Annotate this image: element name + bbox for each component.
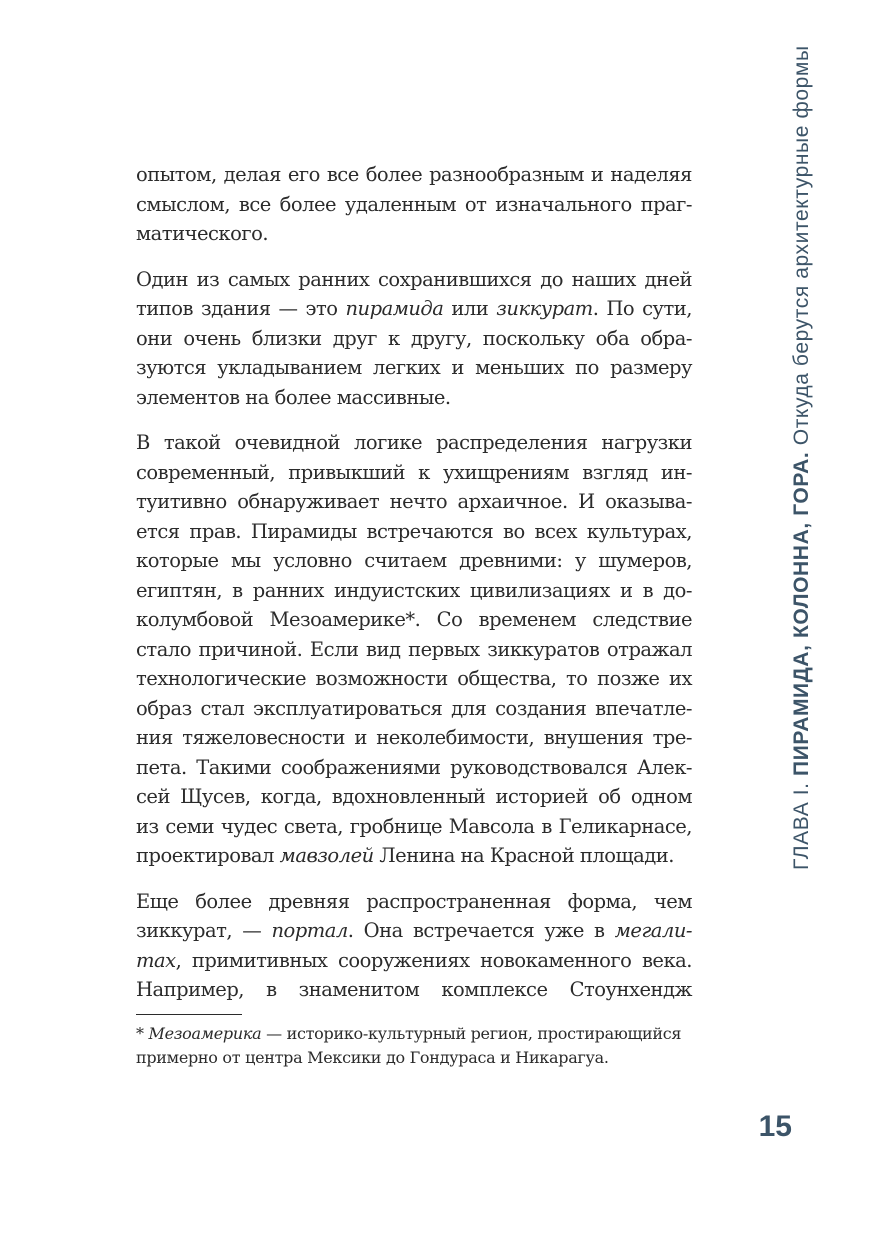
text-line: из семи чудес света, гробнице Мавсола в Геликарнасе, bbox=[136, 814, 692, 838]
footnote-divider bbox=[136, 1014, 242, 1015]
text-segment: . По сути, bbox=[592, 297, 693, 320]
text-line: матического. bbox=[136, 222, 269, 245]
footnote bbox=[136, 1022, 696, 1070]
text-line: зуются укладыванием легких и меньших по размеру bbox=[136, 356, 692, 379]
term-megalith: мегали- bbox=[614, 919, 692, 942]
text-line: опытом, делая его все более разнообразным и наделяя bbox=[136, 163, 692, 186]
text-line: египтян, в ранних индуистских цивилизациях и в до- bbox=[136, 578, 692, 602]
text-segment: Ленина на Красной площади. bbox=[373, 844, 674, 867]
footnote-marker: * bbox=[136, 1024, 149, 1043]
page-number: 15 bbox=[758, 1110, 792, 1143]
main-text bbox=[136, 160, 692, 1021]
text-line: они очень близки друг к другу, поскольку оба обра- bbox=[136, 326, 692, 350]
paragraph-4 bbox=[136, 887, 692, 1005]
text-line: ния тяжеловесности и неколебимости, внушения тре- bbox=[136, 726, 692, 749]
text-line bbox=[136, 946, 692, 976]
paragraph-1 bbox=[136, 160, 692, 249]
text-segment: . Она встречается уже в bbox=[347, 919, 615, 942]
term-pyramid: пирамида bbox=[345, 297, 444, 320]
chapter-title: ПИРАМИДА, КОЛОННА, ГОРА. bbox=[790, 451, 813, 776]
text-line: смыслом, все более удаленным от изначального праг- bbox=[136, 192, 692, 216]
text-line: стало причиной. Если вид первых зиккуратов отражал bbox=[136, 637, 692, 661]
chapter-subtitle: Откуда берутся архитектурные формы bbox=[790, 45, 813, 452]
running-head bbox=[790, 45, 814, 870]
text-line: Один из самых ранних сохранившихся до наших дней bbox=[136, 267, 692, 291]
text-line bbox=[136, 841, 692, 871]
paragraph-3 bbox=[136, 428, 692, 871]
text-line: сей Щусев, когда, вдохновленный историей об одном bbox=[136, 785, 692, 808]
text-line: Еще более древняя распространенная форма, чем bbox=[136, 889, 692, 913]
text-line bbox=[136, 916, 692, 946]
text-segment: типов здания — это bbox=[136, 297, 346, 320]
term-ziggurat: зиккурат bbox=[496, 297, 593, 320]
text-line: туитивно обнаруживает нечто архаичное. И оказыва- bbox=[136, 490, 692, 513]
text-line: технологические возможности общества, то позже их bbox=[136, 667, 692, 690]
text-segment: зиккурат, — bbox=[136, 919, 272, 942]
text-line: образ стал эксплуатироваться для создания впечатле- bbox=[136, 696, 692, 720]
chapter-label: ГЛАВА I. bbox=[790, 775, 813, 870]
footnote-line: примерно от центра Мексики до Гондураса и Никарагуа. bbox=[136, 1048, 609, 1067]
text-line bbox=[136, 294, 692, 324]
text-line: Например, в знаменитом комплексе Стоунхендж bbox=[136, 978, 692, 1001]
footnote-term: Мезоамерика bbox=[148, 1024, 262, 1043]
text-line: пета. Такими соображениями руководствовался Алек- bbox=[136, 755, 692, 779]
paragraph-2 bbox=[136, 265, 692, 413]
text-line: В такой очевидной логике распределения нагрузки bbox=[136, 431, 692, 454]
text-segment: проектировал bbox=[136, 844, 280, 867]
text-line: колумбовой Мезоамерике*. Со временем следствие bbox=[136, 608, 692, 631]
term-megalith-end: тах bbox=[136, 948, 176, 972]
footnote-line bbox=[136, 1022, 696, 1046]
footnote-text: — историко-культурный регион, простирающийся bbox=[261, 1024, 682, 1043]
text-line: которые мы условно считаем древними: у шумеров, bbox=[136, 549, 692, 572]
term-mausoleum: мавзолей bbox=[279, 844, 374, 867]
text-line: элементов на более массивные. bbox=[136, 385, 451, 409]
text-segment: , примитивных сооружениях новокаменного века. bbox=[175, 948, 692, 972]
text-line: современный, привыкший к ухищрениям взгляд ин- bbox=[136, 460, 692, 484]
text-segment: или bbox=[443, 297, 497, 320]
term-portal: портал bbox=[271, 919, 348, 942]
text-line: ется прав. Пирамиды встречаются во всех культурах, bbox=[136, 519, 692, 543]
